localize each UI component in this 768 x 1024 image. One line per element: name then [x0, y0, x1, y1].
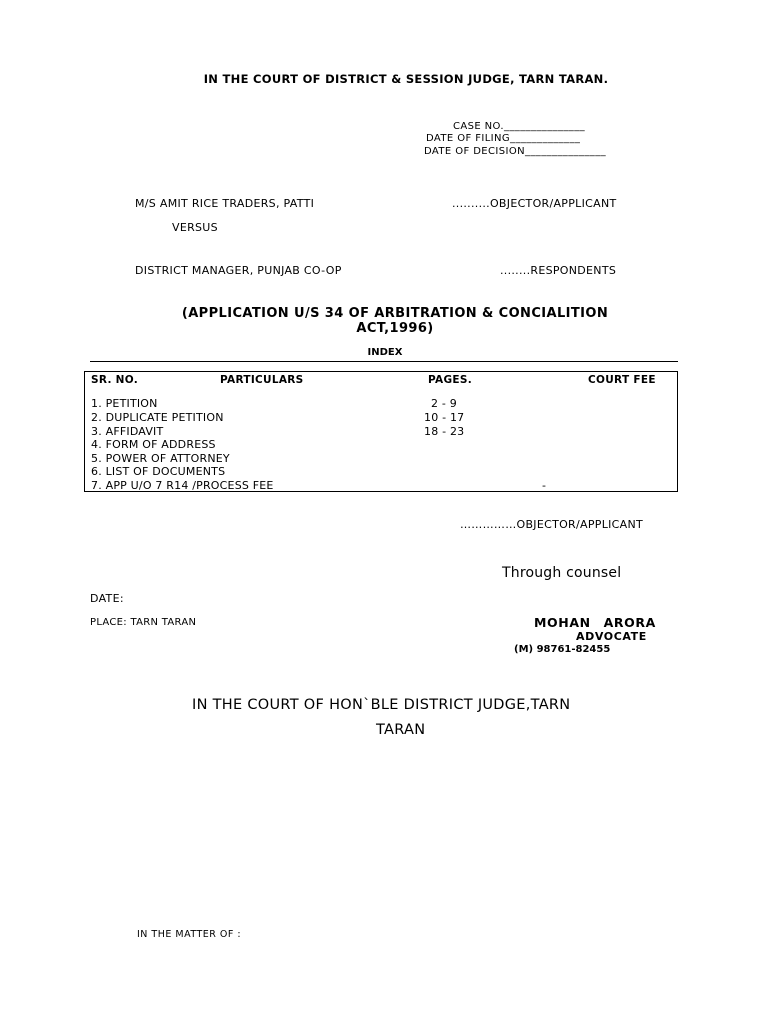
versus-label: VERSUS: [172, 221, 218, 234]
index-row-item: 6. LIST OF DOCUMENTS: [91, 465, 226, 478]
header-sr-no: SR. NO.: [91, 374, 139, 386]
index-row-fee: -: [542, 479, 547, 492]
court-title: IN THE COURT OF DISTRICT & SESSION JUDGE, TARN TARAN.: [203, 72, 609, 86]
applicant-role: ..........OBJECTOR/APPLICANT: [452, 197, 617, 210]
header-court-fee: COURT FEE: [588, 374, 656, 386]
application-title-line1: (APPLICATION U/S 34 OF ARBITRATION & CONCIALITION: [181, 306, 609, 321]
second-court-title-line2: TARAN: [376, 722, 426, 738]
index-row-item: 3. AFFIDAVIT: [91, 425, 164, 438]
date-of-filing: DATE OF FILING_____________: [426, 133, 581, 144]
index-row-item: 2. DUPLICATE PETITION: [91, 411, 224, 424]
advocate-phone: (M) 98761-82455: [514, 644, 611, 655]
respondent-name: DISTRICT MANAGER, PUNJAB CO-OP: [135, 264, 342, 277]
index-row-item: 1. PETITION: [91, 397, 158, 410]
index-row-item: 7. APP U/O 7 R14 /PROCESS FEE: [91, 479, 274, 492]
index-rule: [90, 361, 678, 362]
place-label: PLACE: TARN TARAN: [90, 617, 197, 628]
index-row-item: 4. FORM OF ADDRESS: [91, 438, 216, 451]
index-row-pages: 18 - 23: [424, 425, 465, 438]
applicant-name: M/S AMIT RICE TRADERS, PATTI: [135, 197, 315, 210]
through-counsel: Through counsel: [502, 565, 622, 581]
index-label: INDEX: [367, 347, 403, 358]
application-title-line2: ACT,1996): [356, 321, 434, 336]
index-row-item: 5. POWER OF ATTORNEY: [91, 452, 230, 465]
in-the-matter-of: IN THE MATTER OF :: [137, 929, 242, 940]
header-particulars: PARTICULARS: [220, 374, 304, 386]
objector-applicant-signature: ……………OBJECTOR/APPLICANT: [460, 518, 644, 531]
date-of-decision: DATE OF DECISION_______________: [424, 146, 606, 157]
header-pages: PAGES.: [428, 374, 472, 386]
respondent-role: ........RESPONDENTS: [500, 264, 617, 277]
advocate-name: MOHAN ARORA: [534, 615, 656, 630]
case-no: CASE NO._______________: [453, 121, 585, 132]
date-label: DATE:: [90, 592, 124, 605]
advocate-title: ADVOCATE: [576, 630, 647, 643]
second-court-title-line1: IN THE COURT OF HON`BLE DISTRICT JUDGE,TARN: [192, 697, 571, 713]
index-row-pages: 2 - 9: [431, 397, 457, 410]
index-row-pages: 10 - 17: [424, 411, 465, 424]
